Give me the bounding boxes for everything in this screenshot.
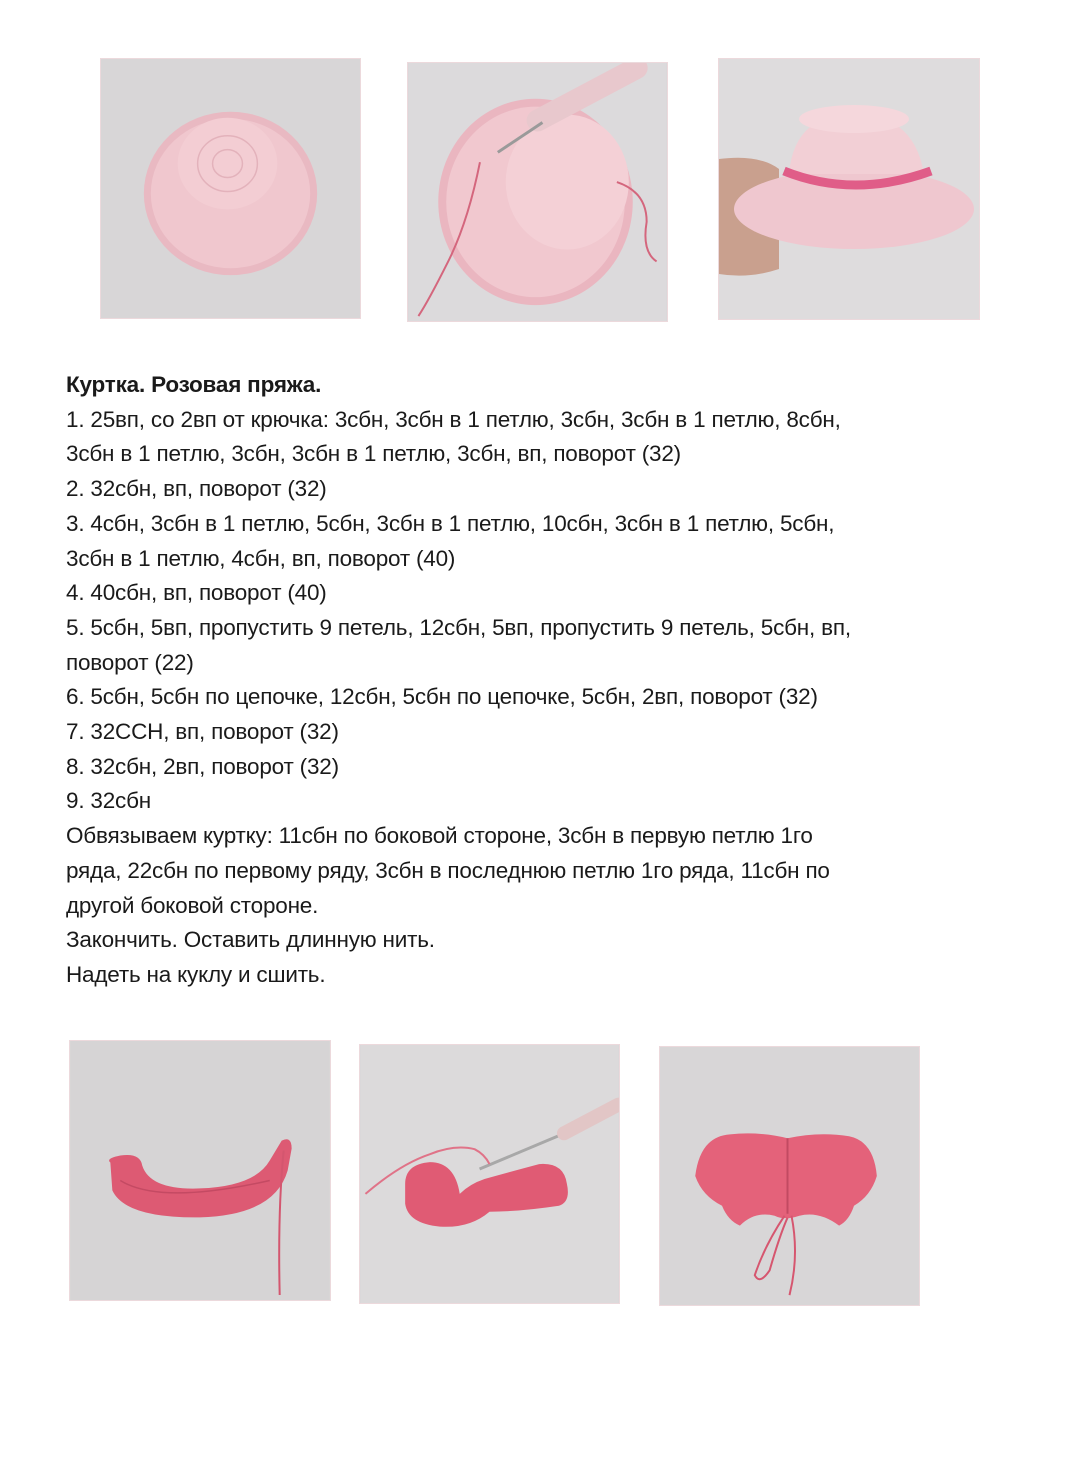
instruction-line: поворот (22)	[66, 649, 194, 675]
instruction-line: 3сбн в 1 петлю, 3сбн, 3сбн в 1 петлю, 3сбн, вп, поворот (32)	[66, 441, 681, 467]
photo-hat-side-view	[718, 58, 980, 320]
instruction-line: 3. 4сбн, 3сбн в 1 петлю, 5сбн, 3сбн в 1 петлю, 10сбн, 3сбн в 1 петлю, 5сбн,	[66, 510, 835, 536]
photo-hat-top-view	[100, 58, 361, 319]
jacket-with-hook-image	[360, 1045, 619, 1303]
instruction-line: 8. 32сбн, 2вп, поворот (32)	[66, 753, 339, 779]
instruction-line: 5. 5сбн, 5вп, пропустить 9 петель, 12сбн, 5вп, пропустить 9 петель, 5сбн, вп,	[66, 614, 851, 640]
photo-jacket-strip	[69, 1040, 331, 1301]
instruction-line: другой боковой стороне.	[66, 892, 319, 918]
photo-jacket-with-hook	[359, 1044, 620, 1304]
instruction-line: 2. 32сбн, вп, поворот (32)	[66, 476, 327, 502]
hat-with-hook-image	[408, 63, 667, 321]
photo-hat-with-hook	[407, 62, 668, 322]
hat-top-view-image	[101, 59, 360, 318]
instruction-line: 1. 25вп, со 2вп от крючка: 3сбн, 3сбн в 1 петлю, 3сбн, 3сбн в 1 петлю, 8сбн,	[66, 406, 841, 432]
section-title: Куртка. Розовая пряжа.	[66, 372, 322, 397]
pattern-instructions	[66, 368, 1026, 993]
hat-side-view-image	[719, 59, 979, 319]
instruction-line: Обвязываем куртку: 11сбн по боковой стороне, 3сбн в первую петлю 1го	[66, 823, 813, 849]
instruction-line: 7. 32ССН, вп, поворот (32)	[66, 719, 339, 745]
instruction-line: Надеть на куклу и сшить.	[66, 961, 326, 987]
instruction-line: ряда, 22сбн по первому ряду, 3сбн в последнюю петлю 1го ряда, 11сбн по	[66, 857, 830, 883]
instruction-line: 4. 40сбн, вп, поворот (40)	[66, 580, 327, 606]
instruction-line: Закончить. Оставить длинную нить.	[66, 927, 435, 953]
instruction-line: 6. 5сбн, 5сбн по цепочке, 12сбн, 5сбн по цепочке, 5сбн, 2вп, поворот (32)	[66, 684, 818, 710]
photo-jacket-finished	[659, 1046, 920, 1306]
jacket-strip-image	[70, 1041, 330, 1300]
instruction-line: 9. 32сбн	[66, 788, 152, 814]
instruction-line: 3сбн в 1 петлю, 4сбн, вп, поворот (40)	[66, 545, 456, 571]
jacket-finished-image	[660, 1047, 919, 1305]
